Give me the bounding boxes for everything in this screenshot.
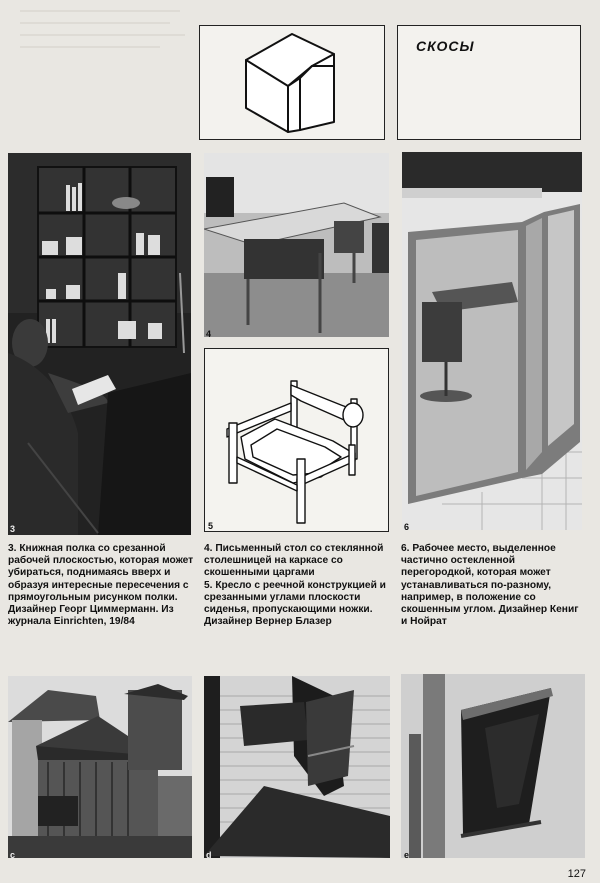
photo-brick-facade xyxy=(204,676,390,858)
caption-col2 xyxy=(204,543,390,628)
caption-5: 5. Кресло с реечной конструкцией и срезанными углами плоскости сиденья, пропускающими ножки. Дизайнер Вернер Блазер xyxy=(204,579,386,628)
figure-label-4: 4 xyxy=(206,329,212,337)
page-number: 127 xyxy=(567,868,586,880)
photo-cut-window xyxy=(401,674,585,858)
caption-col1 xyxy=(8,543,194,628)
caption-6: 6. Рабочее место, выделенное частично остекленной перегородкой, которая может устанавливаться по-разному, например, в положение со скошенным углом. Дизайнер Кениг и Нойрат xyxy=(401,543,579,628)
photo-glass-desk xyxy=(204,153,389,337)
cut-cube-icon xyxy=(200,26,384,139)
photo-house xyxy=(8,676,192,858)
photo-bookshelf xyxy=(8,153,191,535)
section-title-frame xyxy=(397,25,581,140)
figure-label-e: e xyxy=(404,850,410,858)
caption-col3 xyxy=(401,543,585,628)
figure-label-6: 6 xyxy=(404,522,410,530)
figure-label-3: 3 xyxy=(10,524,16,534)
section-title: СКОСЫ xyxy=(416,38,475,54)
figure-label-5: 5 xyxy=(208,521,214,531)
caption-4: 4. Письменный стол со стеклянной столешницей на каркасе со скошенными царгами xyxy=(204,543,384,579)
chair-diagram-frame xyxy=(204,348,389,532)
figure-label-d: d xyxy=(206,850,212,858)
figure-label-c: c xyxy=(10,850,16,858)
photo-partition xyxy=(402,152,582,530)
chair-drawing xyxy=(205,349,388,531)
caption-3: 3. Книжная полка со срезанной рабочей плоскостью, которая может убираться, поднимаясь вверх и образуя интересные пересечения с прямоугольным рисунком полки. Дизайнер Георг Циммерманн. Из журнала Einrichten, 19/84 xyxy=(8,543,194,628)
cube-diagram-frame xyxy=(199,25,385,140)
